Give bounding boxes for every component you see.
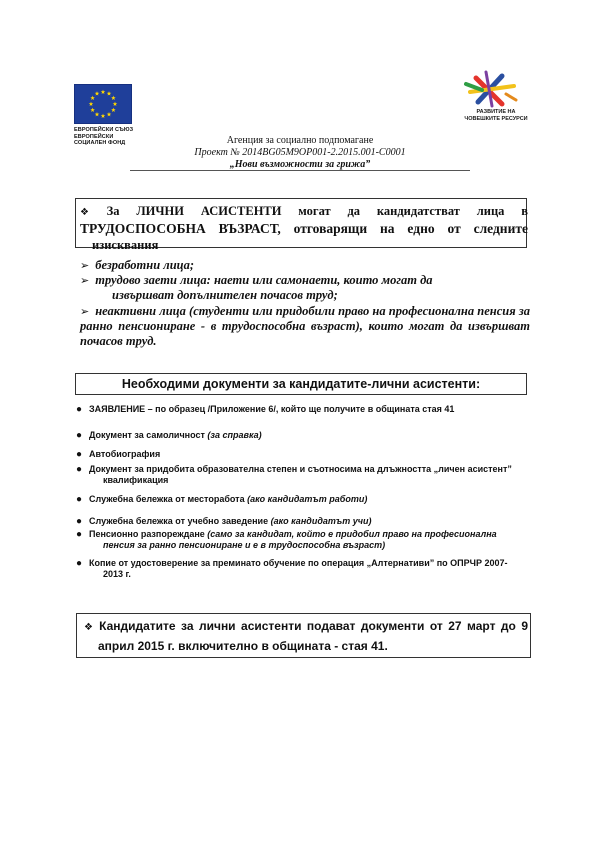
bullet-icon: ●	[76, 464, 83, 475]
eu-star-icon	[101, 114, 106, 118]
eu-star-icon	[95, 91, 100, 95]
eu-star-icon	[90, 96, 95, 100]
hr-programme-logo	[456, 70, 536, 122]
list-item: ● Автобиография	[76, 449, 161, 460]
criterion-item: ➢ безработни лица;	[80, 258, 195, 272]
eu-caption: ЕВРОПЕЙСКИ СЪЮЗ ЕВРОПЕЙСКИ СОЦИАЛЕН ФОНД	[74, 127, 134, 146]
eu-star-icon	[101, 90, 106, 94]
list-item: ● ЗАЯВЛЕНИЕ – по образец /Приложение 6/, който ще получите в общината стая 41	[76, 404, 455, 415]
deadline-text: ❖ Кандидатите за лични асистенти подават документи от 27 март до 9 април 2015 г. включително в общината - стая 41.	[84, 619, 528, 653]
hr-caption: РАЗВИТИЕ НА ЧОВЕШКИТЕ РЕСУРСИ	[464, 109, 528, 122]
list-item: ● Документ за самоличност (за справка)	[76, 430, 262, 441]
eligibility-heading: ❖ За ЛИЧНИ АСИСТЕНТИ могат да кандидатстват лица в ТРУДОСПОСОБНА ВЪЗРАСТ, отговарящи на едно от следните изисквания	[80, 204, 528, 252]
header-divider	[130, 170, 470, 171]
bullet-icon: ●	[76, 529, 83, 540]
bullet-icon: ●	[76, 516, 83, 527]
hr-programme-icon	[462, 70, 522, 108]
eu-star-icon	[107, 91, 112, 95]
eu-star-icon	[113, 102, 118, 106]
eu-flag-icon	[74, 84, 132, 124]
documents-heading: Необходими документи за кандидатите-лични асистенти:	[75, 373, 527, 395]
arrow-bullet-icon: ➢	[80, 259, 90, 272]
criterion-item: ➢ трудово заети лица: наети или самонаети, които могат да извършват допълнителен почасов труд;	[80, 273, 433, 302]
eu-logo	[74, 84, 136, 147]
project-slogan: „Нови възможности за грижа”	[229, 159, 371, 170]
diamond-bullet-icon: ❖	[80, 207, 103, 218]
criterion-item: ➢ неактивни лица (студенти или придобили право на професионална пенсия за ранно пенсиониране - в трудоспособна възраст), които могат да извършват почасов труд.	[80, 304, 530, 348]
eu-star-icon	[107, 112, 112, 116]
eu-star-icon	[95, 112, 100, 116]
diamond-bullet-icon: ❖	[84, 622, 96, 633]
bullet-icon: ●	[76, 404, 83, 415]
project-number: Проект № 2014BG05M9OP001-2.2015.001-C0001	[194, 147, 406, 158]
list-item: ● Документ за придобита образователна степен и съотносима на длъжността „личен асистент” квалификация	[76, 464, 512, 485]
bullet-icon: ●	[76, 430, 83, 441]
eu-star-icon	[111, 96, 116, 100]
eu-star-icon	[90, 108, 95, 112]
arrow-bullet-icon: ➢	[80, 305, 90, 318]
agency-block	[150, 135, 450, 171]
agency-name: Агенция за социално подпомагане	[226, 135, 374, 146]
bullet-icon: ●	[76, 558, 83, 569]
arrow-bullet-icon: ➢	[80, 274, 90, 287]
list-item: ● Служебна бележка от месторабота (ако кандидатът работи)	[76, 494, 368, 505]
list-item: ● Пенсионно разпореждане (само за кандидат, който е придобил право на професионална пенсия за ранно пенсиониране и е в трудоспособна възраст)	[76, 529, 497, 550]
eu-star-icon	[89, 102, 94, 106]
list-item: ● Копие от удостоверение за преминато обучение по операция „Алтернативи” по ОПРЧР 2007- 2013 г.	[76, 558, 508, 579]
bullet-icon: ●	[76, 494, 83, 505]
list-item: ● Служебна бележка от учебно заведение (ако кандидатът учи)	[76, 516, 372, 527]
bullet-icon: ●	[76, 449, 83, 460]
eu-star-icon	[111, 108, 116, 112]
